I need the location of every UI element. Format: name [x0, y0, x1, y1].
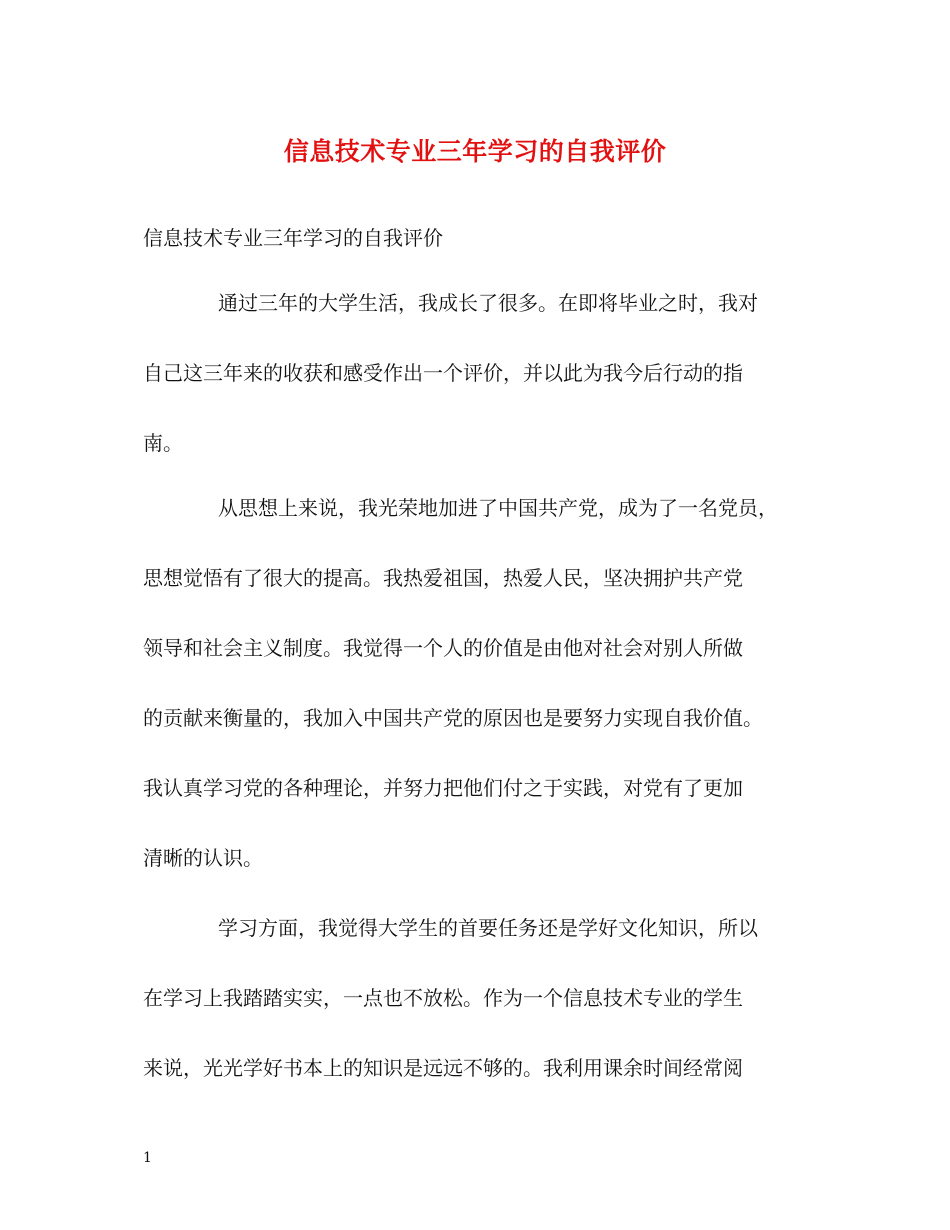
- paragraph-line: 思想觉悟有了很大的提高。我热爱祖国，热爱人民，坚决拥护共产党: [143, 566, 743, 590]
- paragraph-line: 自己这三年来的收获和感受作出一个评价，并以此为我今后行动的指: [143, 361, 743, 385]
- document-subtitle: 信息技术专业三年学习的自我评价: [143, 226, 443, 250]
- paragraph-line: 南。: [143, 431, 183, 455]
- paragraph-line: 学习方面，我觉得大学生的首要任务还是学好文化知识，所以: [218, 916, 758, 940]
- paragraph-line: 清晰的认识。: [143, 846, 263, 870]
- page-number: 1: [143, 1150, 152, 1166]
- paragraph-line: 来说，光光学好书本上的知识是远远不够的。我利用课余时间经常阅: [143, 1056, 743, 1080]
- paragraph-line: 通过三年的大学生活，我成长了很多。在即将毕业之时，我对: [218, 291, 758, 315]
- paragraph-line: 从思想上来说，我光荣地加进了中国共产党，成为了一名党员，: [218, 496, 778, 520]
- paragraph-line: 在学习上我踏踏实实，一点也不放松。作为一个信息技术专业的学生: [143, 986, 743, 1010]
- paragraph-line: 我认真学习党的各种理论，并努力把他们付之于实践，对党有了更加: [143, 776, 743, 800]
- paragraph-line: 领导和社会主义制度。我觉得一个人的价值是由他对社会对别人所做: [143, 636, 743, 660]
- document-title: 信息技术专业三年学习的自我评价: [283, 137, 667, 166]
- paragraph-line: 的贡献来衡量的，我加入中国共产党的原因也是要努力实现自我价值。: [143, 706, 763, 730]
